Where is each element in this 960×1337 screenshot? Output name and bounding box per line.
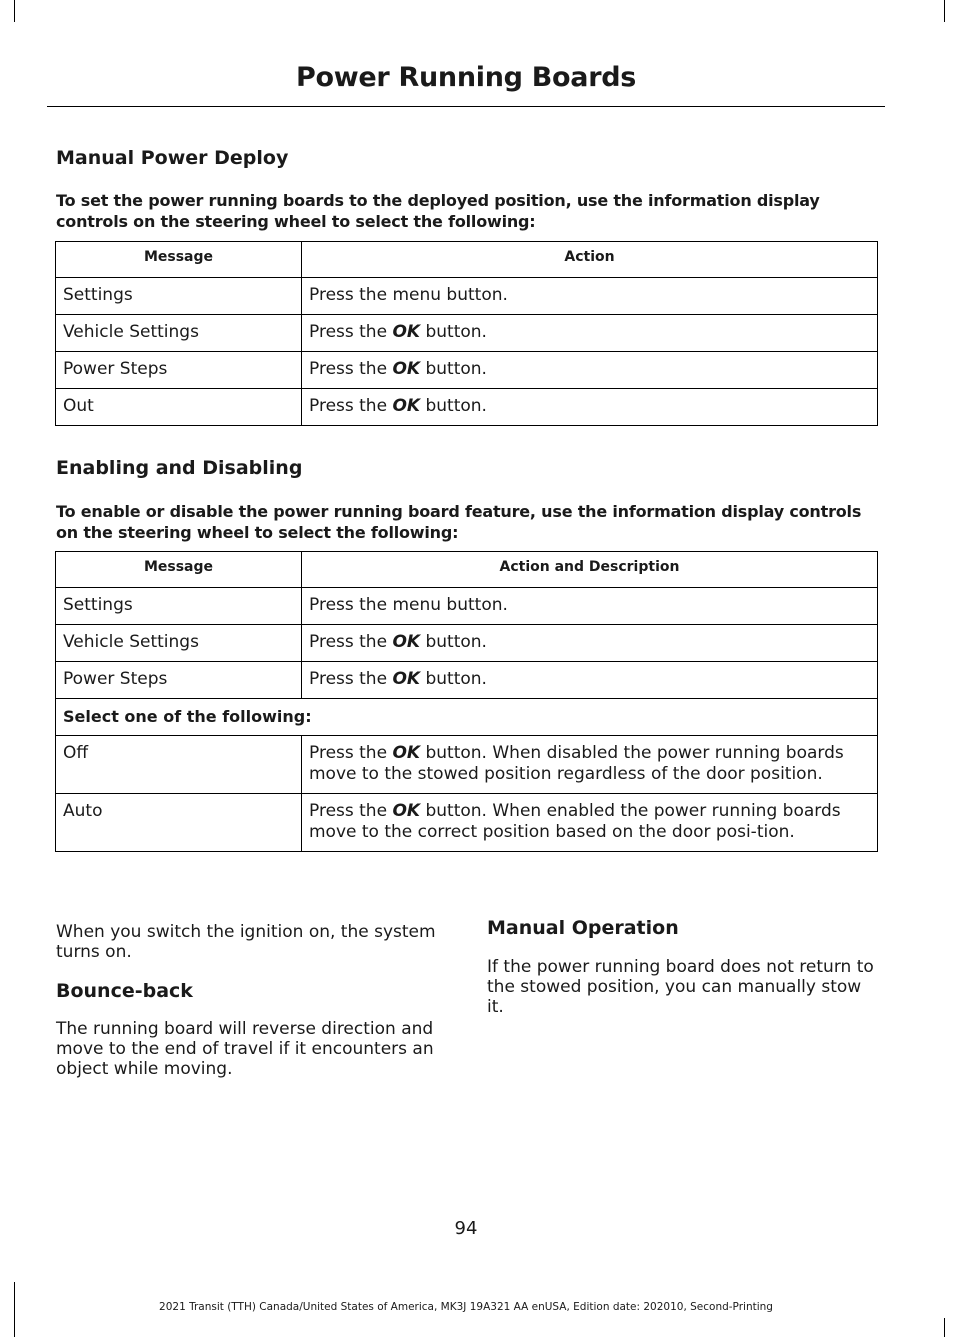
message-cell: Vehicle Settings: [56, 625, 302, 662]
column-header-message: Message: [56, 242, 302, 278]
message-cell: Auto: [56, 794, 302, 852]
section-intro: To enable or disable the power running board feature, use the information display controls on the steering wheel to select the following:: [56, 502, 862, 542]
crop-mark-top-left: [14, 0, 15, 22]
table-row: [56, 794, 878, 852]
table-row: [56, 315, 878, 352]
table-row: [56, 625, 878, 662]
table-header-row: [56, 552, 878, 588]
action-cell: Press the OK button.: [302, 625, 878, 662]
action-cell: Press the OK button.: [302, 389, 878, 426]
column-header-action: Action: [302, 242, 878, 278]
message-cell: Power Steps: [56, 662, 302, 699]
action-cell: Press the OK button.: [302, 315, 878, 352]
message-cell: Settings: [56, 588, 302, 625]
section-heading-manual-power-deploy: Manual Power Deploy: [56, 147, 289, 169]
action-cell: Press the OK button.: [302, 662, 878, 699]
header-rule: [47, 106, 885, 107]
column-header-action-description: Action and Description: [302, 552, 878, 588]
action-cell: Press the OK button.: [302, 352, 878, 389]
action-cell: Press the menu button.: [302, 588, 878, 625]
bounce-back-paragraph: The running board will reverse direction and move to the end of travel if it encounters an object while moving.: [56, 1019, 434, 1079]
footer-edition-info: 2021 Transit (TTH) Canada/United States of America, MK3J 19A321 AA enUSA, Edition date: 202010, Second-Printing: [159, 1301, 773, 1313]
page-title: Power Running Boards: [295, 62, 637, 93]
heading-bounce-back: Bounce-back: [56, 980, 193, 1002]
page-number: 94: [454, 1218, 478, 1239]
table-header-row: [56, 242, 878, 278]
ignition-paragraph: When you switch the ignition on, the system turns on.: [56, 922, 436, 962]
section-heading-enabling-disabling: Enabling and Disabling: [56, 457, 303, 479]
heading-manual-operation: Manual Operation: [487, 917, 679, 939]
table-row: [56, 588, 878, 625]
table-span-row: [56, 699, 878, 736]
column-header-message: Message: [56, 552, 302, 588]
message-cell: Power Steps: [56, 352, 302, 389]
table-row: [56, 389, 878, 426]
table-row: [56, 278, 878, 315]
select-one-row: Select one of the following:: [56, 699, 878, 736]
crop-mark-top-right: [944, 0, 945, 22]
action-cell: Press the OK button. When enabled the power running boards move to the correct position based on the door posi-tion.: [302, 794, 878, 852]
manual-operation-paragraph: If the power running board does not return to the stowed position, you can manually stow it.: [487, 957, 874, 1017]
table-row: [56, 352, 878, 389]
message-cell: Off: [56, 736, 302, 794]
manual-deploy-table: [55, 241, 878, 426]
enable-disable-table: [55, 551, 878, 852]
message-cell: Vehicle Settings: [56, 315, 302, 352]
message-cell: Settings: [56, 278, 302, 315]
table-row: [56, 662, 878, 699]
crop-mark-bottom-right: [944, 1318, 945, 1337]
section-intro: To set the power running boards to the deployed position, use the information display controls on the steering wheel to select the following:: [56, 191, 820, 231]
action-cell: Press the OK button. When disabled the power running boards move to the stowed position regardless of the door position.: [302, 736, 878, 794]
message-cell: Out: [56, 389, 302, 426]
table-row: [56, 736, 878, 794]
action-cell: Press the menu button.: [302, 278, 878, 315]
